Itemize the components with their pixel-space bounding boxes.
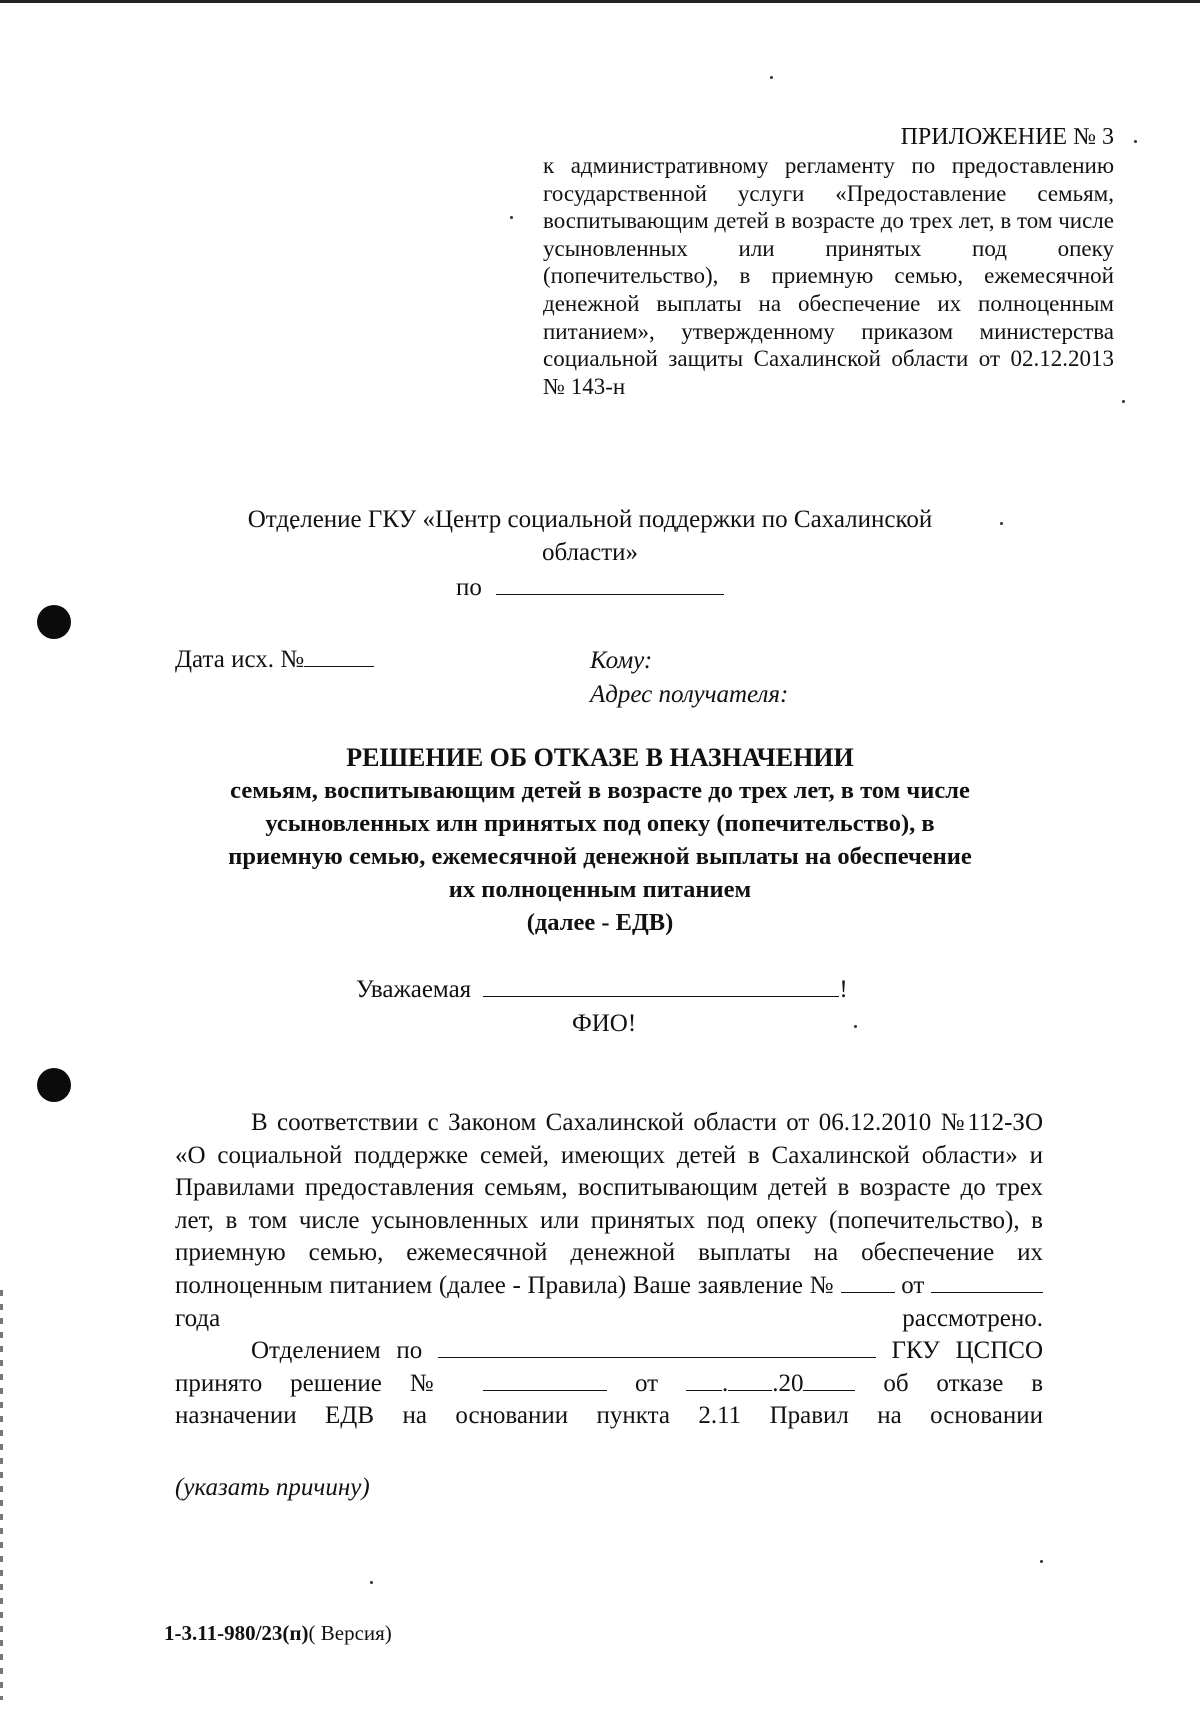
greeting-label: Уважаемая: [356, 976, 472, 1003]
body-basis-label: назначении ЕДВ на основании пункта 2.11 Правил на основании: [175, 1402, 1043, 1430]
outgoing-date-line: [175, 644, 374, 675]
reason-placeholder: (указать причину): [175, 1474, 370, 1501]
scan-left-edge: [0, 1290, 3, 1700]
date-label: Дата исх. №: [175, 646, 305, 673]
punch-hole: [37, 605, 71, 639]
department-field[interactable]: [438, 1337, 876, 1358]
application-number-field[interactable]: [841, 1272, 895, 1293]
application-date-field[interactable]: [931, 1272, 1043, 1293]
body-date-year-prefix: .20: [772, 1369, 804, 1397]
decision-year-field[interactable]: [803, 1370, 855, 1391]
body-department-label: Отделением по: [251, 1337, 423, 1365]
body-paragraph-2: [175, 1335, 1043, 1400]
scan-speck: [510, 216, 513, 219]
scan-speck: [770, 76, 773, 79]
decision-heading: [160, 741, 1040, 939]
organization-line-1: Отделение ГКУ «Центр социальной поддержки по Сахалинской: [247, 506, 933, 533]
appendix-title: ПРИЛОЖЕНИЕ № 3: [900, 124, 1114, 150]
decision-subtitle-line: семьям, воспитывающим детей в возрасте до трех лет, в том числе: [230, 777, 970, 804]
to-label: Кому:: [590, 647, 653, 674]
body-paragraph-1-text: В соответствии с Законом Сахалинской области от 06.12.2010 №112-ЗО «О социальной поддержке семей, имеющих детей в Сахалинской области» и Правилами предоставления семьям, воспитывающим детей в возрасте до трех лет, в том числе усыновленных или принятых под опеку (попечительство), в приемную семью, ежемесячной денежной выплаты на обеспечение их полноценным питанием (далее - Правила) Ваше заявление №: [175, 1109, 1043, 1299]
fio-caption: ФИО!: [572, 1010, 637, 1037]
body-year-label: года: [175, 1304, 221, 1332]
body-paragraph-1: [175, 1107, 1043, 1335]
organization-line-2: области»: [541, 539, 639, 566]
document-code: 1-3.11-980/23(п): [164, 1621, 309, 1645]
decision-number-field[interactable]: [483, 1370, 607, 1391]
recipient-name-field[interactable]: [483, 974, 839, 997]
decision-title: РЕШЕНИЕ ОБ ОТКАЗЕ В НАЗНАЧЕНИИ: [346, 743, 854, 772]
appendix-text: к административному регламенту по предоставлению государственной услуги «Предоставление семьям, воспитывающим детей в возрасте до трех лет, в том числе усыновленных или принятых под опеку (попечительство), в приемную семью, ежемесячной денежной выплаты на обеспечение их полноценным питанием», утвержденному приказом министерства социальной защиты Сахалинской области от 02.12.2013 № 143-н: [543, 153, 1114, 399]
addressee-block: [590, 644, 788, 712]
scan-speck: [854, 1025, 857, 1028]
body-considered-label: рассмотрено.: [902, 1304, 1043, 1332]
decision-day-field[interactable]: [686, 1370, 722, 1391]
decision-subtitle-line: усыновленных илн принятых под опеку (попечительство), в: [265, 810, 935, 837]
scan-speck: [370, 1581, 373, 1584]
body-gku-label: ГКУ: [891, 1337, 940, 1365]
decision-month-field[interactable]: [728, 1370, 772, 1391]
address-label: Адрес получателя:: [590, 681, 789, 708]
scan-speck: [1122, 400, 1125, 403]
decision-subtitle-line: приемную семью, ежемесячной денежной выплаты на обеспечение: [228, 843, 972, 870]
decision-subtitle-line: их полноценным питанием: [448, 876, 752, 903]
po-label: по: [456, 574, 482, 601]
body-decision-ot-label: от: [634, 1369, 659, 1397]
document-version: ( Версия): [308, 1621, 392, 1645]
outgoing-number-field[interactable]: [304, 644, 374, 667]
body-refusal-label: об отказе в: [883, 1369, 1044, 1397]
body-date-dot: .: [721, 1369, 729, 1397]
body-ot-label: от: [901, 1271, 925, 1299]
scan-speck: [1040, 1560, 1043, 1563]
scan-top-border: [0, 0, 1200, 3]
greeting-line: [356, 974, 848, 1005]
organization-po-line: [456, 572, 756, 603]
organization-header: [150, 503, 1030, 569]
body-decision-label: ЦСПСО принято решение №: [175, 1337, 1043, 1397]
punch-hole: [37, 1068, 71, 1102]
footer-document-code: [164, 1620, 392, 1646]
body-paragraph-2-end: [175, 1400, 1043, 1433]
decision-subtitle-line: (далее - ЕДВ): [526, 909, 674, 936]
scan-speck: [1134, 140, 1137, 143]
decision-body: [175, 1107, 1043, 1433]
po-blank-field[interactable]: [496, 572, 724, 595]
greeting-exclamation: !: [839, 976, 848, 1003]
